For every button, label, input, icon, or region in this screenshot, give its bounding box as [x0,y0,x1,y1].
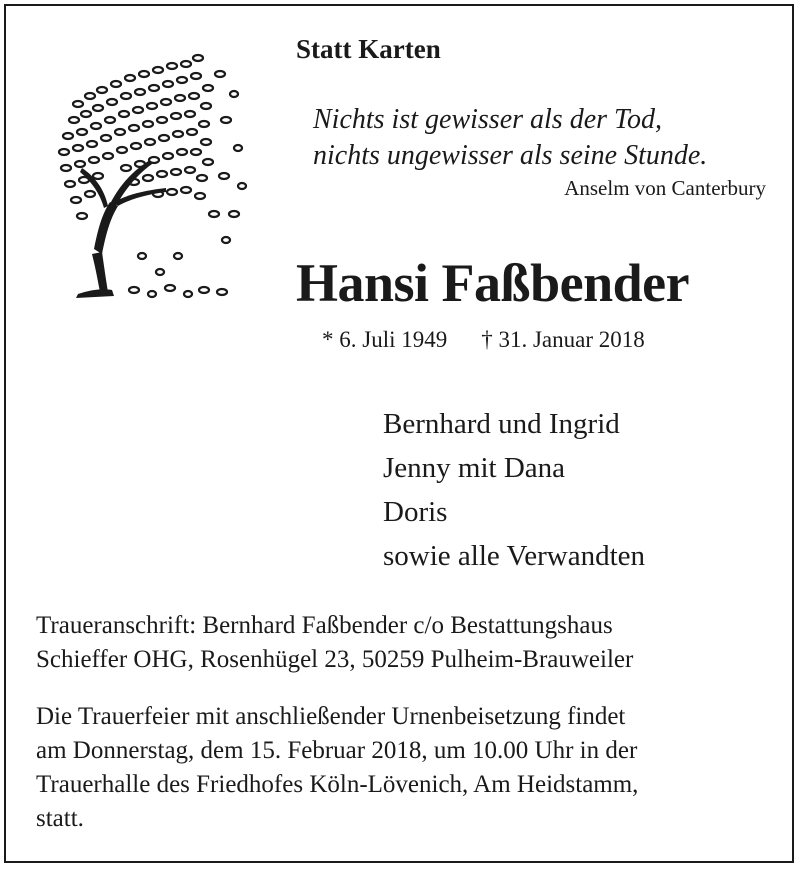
deceased-name: Hansi Faßbender [296,253,690,313]
ceremony-info [36,700,776,836]
address-line-2: Schieffer OHG, Rosenhügel 23, 50259 Pulheim-Brauweiler [36,646,634,673]
mourner-line: Doris [383,496,448,528]
quote-line-2: nichts ungewisser als seine Stunde. [313,140,708,171]
windblown-tree-icon [38,44,258,306]
mourning-address [36,609,776,677]
notice-header: Statt Karten [296,34,441,64]
ceremony-line-2: am Donnerstag, dem 15. Februar 2018, um 10.00 Uhr in der [36,737,638,764]
mourner-line: sowie alle Verwandten [383,540,645,572]
quote-line-1: Nichts ist gewisser als der Tod, [313,104,663,135]
quote-author: Anselm von Canterbury [564,176,766,200]
birth-date: * 6. Juli 1949 [322,327,448,352]
mourner-line: Bernhard und Ingrid [383,408,620,440]
ceremony-line-1: Die Trauerfeier mit anschließender Urnenbeisetzung findet [36,703,626,730]
mourner-line: Jenny mit Dana [383,452,566,484]
ceremony-line-4: statt. [36,805,84,832]
address-line-1: Traueranschrift: Bernhard Faßbender c/o Bestattungshaus [36,612,613,639]
life-dates [322,327,645,353]
ceremony-line-3: Trauerhalle des Friedhofes Köln-Lövenich, Am Heidstamm, [36,771,639,798]
death-date: † 31. Januar 2018 [481,327,645,352]
mourners-list [383,402,645,578]
